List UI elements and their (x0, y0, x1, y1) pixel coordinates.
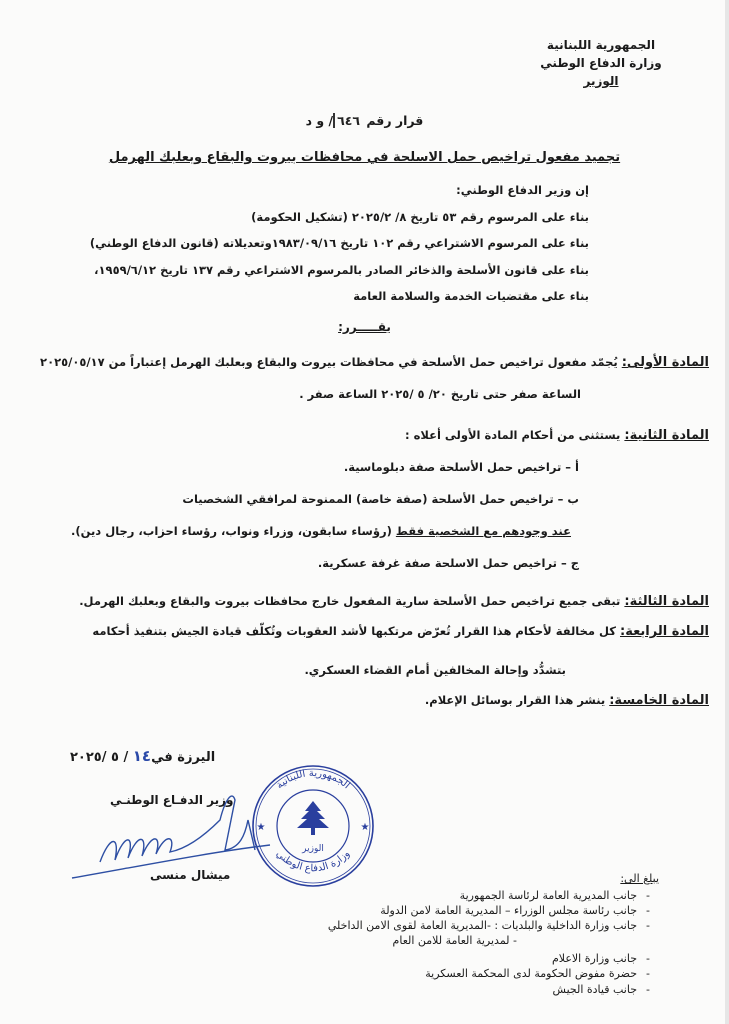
decision-number-value: ٦٤٦ (333, 113, 362, 128)
signing-date (70, 747, 215, 765)
minister-title: وزير الدفـاع الوطنـي (110, 793, 234, 807)
article-2-item-b: ب – تراخيص حمل الأسلحة (صفة خاصة) الممنوحة لمرافقي الشخصيات (182, 492, 579, 506)
decides-heading: يقـــــرر: (338, 320, 391, 334)
distribution-item: -جانب وزارة الاعلام (551, 952, 650, 965)
stamp-top-text: الجمهورية اللبنانية (274, 767, 352, 792)
distribution-item-text: جانب قيادة الجيش (552, 983, 637, 996)
star-icon: ★ (256, 822, 266, 833)
distribution-item-text: جانب رئاسة مجلس الوزراء – المديرية العامة لامن الدولة (380, 904, 637, 917)
decision-number-prefix: قرار رقم (366, 113, 424, 128)
stamp-bottom-text: وزارة الدفاع الوطني (273, 848, 353, 875)
decision-title: تجميد مفعول تراخيص حمل الاسلحة في محافظات بيروت والبقاع وبعلبك الهرمل (108, 150, 621, 165)
distribution-heading: يبلغ الى: (620, 872, 659, 885)
star-icon: ★ (360, 822, 370, 833)
article-4-label: المادة الرابعة: (620, 624, 709, 639)
distribution-item: -جانب المديرية العامة لرئاسة الجمهورية (459, 889, 650, 902)
article-2-item-b-condition (71, 524, 571, 538)
distribution-item: -جانب رئاسة مجلس الوزراء – المديرية العامة لامن الدولة (380, 904, 650, 917)
header-minister: الوزير (583, 74, 619, 88)
article-1-text: يُجمّد مفعول تراخيص حمل الأسلحة في محافظات بيروت والبقاع وبعلبك الهرمل إعتباراً من ٢٠٢٥/٠٥/١٧ (40, 355, 618, 369)
preamble-line: إن وزير الدفاع الوطني: (456, 183, 589, 197)
signing-day: ١٤ (132, 747, 152, 765)
distribution-item: -حضرة مفوض الحكومة لدى المحكمة العسكرية (425, 967, 650, 980)
signing-date-rest: / ٥ /٢٠٢٥ (70, 750, 129, 765)
article-4-continuation: بتشدُّد وإحالة المخالفين أمام القضاء العسكري. (304, 663, 566, 677)
distribution-item-text: حضرة مفوض الحكومة لدى المحكمة العسكرية (425, 967, 637, 980)
handwritten-signature (70, 790, 330, 880)
distribution-subitem: - لمديرية العامة للامن العام (392, 934, 517, 947)
article-1-label: المادة الأولى: (621, 355, 709, 370)
article-2-text: يستثنى من أحكام المادة الأولى أعلاه : (404, 428, 621, 442)
article-2-item-a: أ – تراخيص حمل الأسلحة صفة دبلوماسية. (343, 460, 579, 474)
distribution-item-text: جانب المديرية العامة لرئاسة الجمهورية (459, 889, 637, 902)
distribution-item-text: جانب وزارة الاعلام (551, 952, 637, 965)
decision-number-suffix: / و د (305, 113, 334, 128)
article-2-item-c: ج – تراخيص حمل الاسلحة صفة غرفة عسكرية. (317, 556, 579, 570)
article-5 (425, 693, 709, 708)
decision-number (0, 113, 729, 128)
article-4-text: كل مخالفة لأحكام هذا القرار تُعرّض مرتكبها لأشد العقوبات وتُكلّف قيادة الجيش بتنفيذ أحكامه (92, 624, 616, 638)
preamble-line: بناء على المرسوم الاشتراعي رقم ١٠٢ تاريخ ١٩٨٣/٠٩/١٦وتعديلاته (قانون الدفاع الوطني) (89, 236, 589, 250)
minister-name: ميشال منسى (150, 868, 231, 882)
condition-examples: (رؤساء سابقون، وزراء ونواب، رؤساء احزاب، رجال دين). (71, 524, 392, 538)
article-5-text: ينشر هذا القرار بوسائل الإعلام. (424, 693, 606, 707)
article-2 (405, 428, 709, 443)
signing-place: اليرزة في (151, 750, 216, 765)
preamble-line: بناء على قانون الأسلحة والذخائر الصادر بالمرسوم الاشتراعي رقم ١٣٧ تاريخ ١٩٥٩/٦/١٢، (94, 263, 589, 277)
stamp-inner-text: الوزير (302, 844, 324, 854)
header-republic: الجمهورية اللبنانية (546, 38, 656, 52)
header-ministry: وزارة الدفاع الوطني (540, 56, 662, 70)
preamble-line: بناء على مقتضيات الخدمة والسلامة العامة (353, 289, 589, 303)
article-2-label: المادة الثانية: (624, 428, 709, 443)
article-3-label: المادة الثالثة: (624, 594, 709, 609)
article-5-label: المادة الخامسة: (609, 693, 709, 708)
article-1-continuation: الساعة صفر حتى تاريخ ٢٠/ ٥ /٢٠٢٥ الساعة صفر . (299, 387, 581, 401)
article-3 (79, 594, 709, 609)
distribution-item-text: جانب وزارة الداخلية والبلديات : -المديرية العامة لقوى الامن الداخلي (327, 919, 637, 932)
distribution-item: -جانب وزارة الداخلية والبلديات : -المديرية العامة لقوى الامن الداخلي (327, 919, 650, 932)
condition-underlined: عند وجودهم مع الشخصية فقط (395, 524, 571, 538)
preamble-line: بناء على المرسوم رقم ٥٣ تاريخ ٨/ ٢٠٢٥/٢ (تشكيل الحكومة) (251, 210, 589, 224)
article-3-text: تبقى جميع تراخيص حمل الأسلحة سارية المفعول خارج محافظات بيروت والبقاع وبعلبك الهرمل. (79, 594, 621, 608)
article-4 (92, 624, 709, 639)
distribution-item: -جانب قيادة الجيش (552, 983, 650, 996)
article-1 (40, 355, 709, 370)
